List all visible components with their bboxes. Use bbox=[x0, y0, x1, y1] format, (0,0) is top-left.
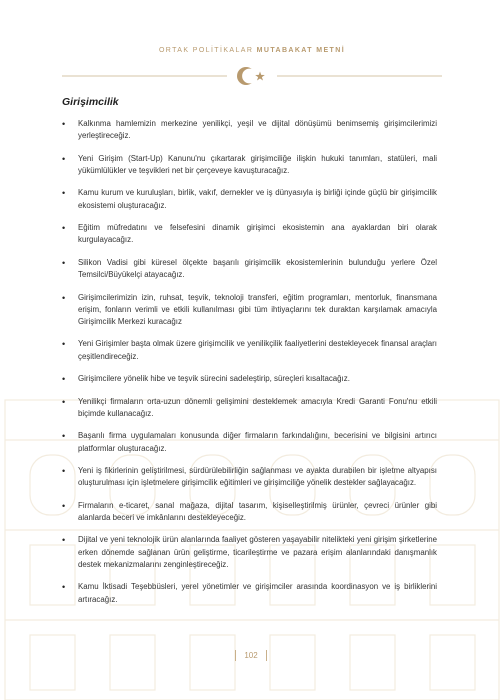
list-item-text: Yenilikçi firmaların orta-uzun dönemli gelişimini desteklemek amacıyla Kredi Garanti Fonu'nu etkili biçimde kullanacağız. bbox=[78, 396, 437, 418]
list-item bbox=[62, 222, 437, 246]
running-header bbox=[0, 47, 504, 54]
list-item bbox=[62, 396, 437, 420]
page-number-divider bbox=[266, 650, 267, 661]
list-item-text: Eğitim müfredatını ve felsefesini dinamik girişimci ekosistemin ana ayaklardan biri olarak kurgulayacağız. bbox=[78, 223, 437, 245]
bullet-icon: • bbox=[62, 257, 66, 268]
bullet-icon: • bbox=[62, 339, 66, 350]
list-item-text: Girişimcilerimizin izin, ruhsat, teşvik, teknoloji transferi, eğitim programları, mentorluk, finansmana erişim, fonların verimli ve etkili kullanılması gibi tüm ihtiyaçlarını tek duraktan karşılamak amacıyla Girişimcilik Merkezi kuracağız bbox=[78, 292, 437, 326]
list-item-text: Yeni Girişimler başta olmak üzere girişimcilik ve yenilikçilik faaliyetlerini destekleyecek finansal araçları çeşitlendireceğiz. bbox=[78, 339, 437, 361]
bullet-icon: • bbox=[62, 431, 66, 442]
list-item-text: Kamu İktisadi Teşebbüsleri, yerel yönetimler ve girişimciler arasında koordinasyon ve iş birliklerini artıracağız. bbox=[78, 582, 437, 604]
bullet-icon: • bbox=[62, 119, 66, 129]
page-number-text: 102 bbox=[244, 651, 258, 660]
bullet-icon: • bbox=[62, 223, 66, 234]
header-title: MUTABAKAT METNİ bbox=[256, 47, 346, 54]
list-item bbox=[62, 292, 437, 329]
bullet-icon: • bbox=[62, 396, 66, 407]
bullet-icon: • bbox=[62, 582, 66, 593]
list-item-text: Yeni Girişim (Start-Up) Kanunu'nu çıkartarak girişimciliğe ilişkin hukuki tanımları, statüleri, mali yükümlülükler ve teşvikleri net bir çerçeveye kavuşturacağız. bbox=[78, 153, 437, 175]
list-item-text: Başarılı firma uygulamaları konusunda diğer firmaların farkındalığını, becerisini ve bilgisini artırıcı platformlar oluşturacağız. bbox=[78, 431, 437, 453]
bullet-icon: • bbox=[62, 188, 66, 199]
bullet-list bbox=[62, 118, 437, 616]
list-item bbox=[62, 338, 437, 362]
list-item-text: Firmaların e-ticaret, sanal mağaza, dijital tasarım, kişiselleştirilmiş ürünler, çevreci ürünler gibi alanlarda beceri ve imkânlarını destekleyeceğiz. bbox=[78, 500, 437, 522]
crescent-icon bbox=[237, 67, 257, 85]
bullet-icon: • bbox=[62, 535, 66, 546]
page-number-divider bbox=[235, 650, 236, 661]
list-item-text: Girişimcilere yönelik hibe ve teşvik sürecini sadeleştirip, süreçleri kısaltacağız. bbox=[78, 374, 350, 384]
list-item bbox=[62, 430, 437, 454]
bullet-icon: • bbox=[62, 292, 66, 303]
crescent-star-ornament bbox=[62, 63, 442, 89]
list-item bbox=[62, 581, 437, 605]
list-item bbox=[62, 534, 437, 571]
list-item-text: Kamu kurum ve kuruluşları, birlik, vakıf, dernekler ve iş dünyasıyla iş birliği içinde güçlü bir girişimcilik ekosistemi oluşturacağız. bbox=[78, 188, 437, 210]
list-item bbox=[62, 187, 437, 211]
header-prefix: ORTAK POLİTİKALAR bbox=[158, 47, 254, 54]
bullet-icon: • bbox=[62, 374, 66, 385]
bullet-icon: • bbox=[62, 466, 66, 477]
list-item-text: Silikon Vadisi gibi küresel ölçekte başarılı girişimcilik ekosistemlerinin bulunduğu yerlere Özel Temsilci/Büyükelçi atayacağız. bbox=[78, 257, 437, 280]
section-title: Girişimcilik bbox=[62, 96, 119, 108]
list-item bbox=[62, 118, 437, 142]
bullet-icon: • bbox=[62, 153, 66, 164]
list-item bbox=[62, 257, 437, 281]
list-item-text: Yeni iş fikirlerinin geliştirilmesi, sürdürülebilirliğin sağlanması ve ayakta durabilen bir işletme altyapısı oluşturulması için işletmelere girişimcilik eğitimleri ve girişimciliğe yönelik destekler sağlayacağız. bbox=[78, 466, 437, 488]
list-item bbox=[62, 153, 437, 177]
list-item-text: Kalkınma hamlemizin merkezine yenilikçi, yeşil ve dijital dönüşümü benimsemiş girişimcilerimizi yerleştireceğiz. bbox=[78, 119, 437, 141]
list-item bbox=[62, 465, 437, 489]
list-item bbox=[62, 500, 437, 524]
list-item bbox=[62, 373, 437, 385]
list-item-text: Dijital ve yeni teknolojik ürün alanlarında faaliyet gösteren yaşayabilir nitelikteki yeni girişim şirketlerine erken dönemde sağlanan ürün geliştirme, ticarileştirme ve pazara erişim alanlarındaki danışmanlık destek mekanizmalarını zenginleştireceğiz. bbox=[78, 535, 437, 569]
star-icon bbox=[255, 72, 265, 81]
page-number bbox=[232, 648, 270, 663]
bullet-icon: • bbox=[62, 500, 66, 511]
